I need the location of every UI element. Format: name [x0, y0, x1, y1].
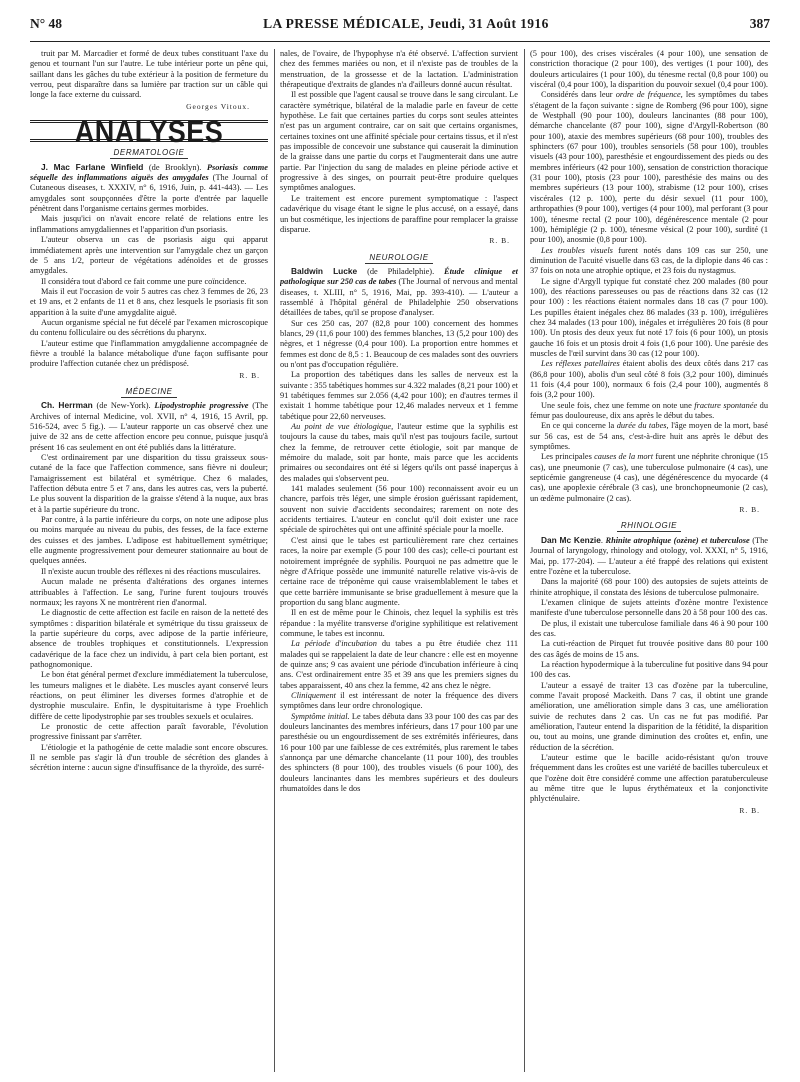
article-3-title: Étude clinique et pathologique sur 250 cas de tabes: [280, 266, 518, 287]
article-4-lead: Dan Mc Kenzie. Rhinite atrophique (ozène) et tuberculose (The Journal of laryngology, rhinology and otology, vol. XXXI, n° 5, 1916, Mai, pp. 177-204). — L'auteur a été frappé des relations qui existent entre l'ozène et la tuberculose.: [530, 534, 768, 576]
neurologie-heading: NEUROLOGIE: [280, 253, 518, 263]
medecine-heading: MÉDECINE: [30, 387, 268, 397]
article-1-paragraph: Mais jusqu'ici on n'avait encore relaté de relations entre les inflammations amygdaliennes et l'apparition d'un psoriasis.: [30, 214, 268, 234]
page-header: [30, 16, 770, 42]
article-4-signature: R. B.: [739, 805, 760, 815]
article-3-frequence: Considérés dans leur ordre de fréquence, les symptômes du tabes s'étagent de la façon suivante : signe de Romberg (96 pour 100), signe de Westphall (90 pour 100), douleurs lancinantes (88 pour 100), démarche chancelante (87 pour 100), signe d'Argyll-Robertson (80 pour 100), ataxie des membres supérieurs (68 pour 100), troubles des sphincters (67 pour 100), troubles sensoriels (58 pour 100), troubles visuels (43 pour 100), paresthésie et engourdissement des pieds ou des membres inférieurs (42 pour 100), sensation de constriction thoracique (31 pour 100), ptosis (23 pour 100), paresthésie des mains ou des membres supérieurs (13 pour 100), strabisme (12 pour 100), crises viscérales (12 p. 100), perte du désir sexuel (11 pour 100), arthropathies (9 pour 100), vertiges (4 pour 100), mal perforant (3 pour 100), ténesme rectal (2 pour 100), dégénérescence mentale (2 pour 100), hémiplégie (2 p. 100), ténesme vésical (2 pour 100), surdité (1 pour 100), anosmie (0,8 pour 100).: [530, 90, 768, 245]
article-2-paragraph: Le bon état général permet d'exclure immédiatement la tuberculose, les tumeurs malignes et le diabète. Les muscles ayant conservé leurs réactions, on peut éliminer les diverses formes d'atrophie et de dystrophie musculaire. Enfin, le dyspituitarisme à type Froehlich diffère de cette lipodystrophie par ses troubles sexuels et oculaires.: [30, 670, 268, 721]
intro-signature: Georges Vitoux.: [186, 101, 250, 111]
column-divider: [274, 49, 275, 1072]
article-3-paragraph: Il en est de même pour le Chinois, chez lequel la syphilis est très répandue : la myélite transverse d'origine syphilitique est relativement commune, le tabes est inconnu.: [280, 608, 518, 638]
article-3-argyll: Le signe d'Argyll typique fut constaté chez 200 malades (80 pour 100), des réactions paresseuses ou pas de réactions dans 32 cas (12 pour 100) : les réactions étaient normales dans 18 cas (7 pour 100). Les pupilles étaient inégales chez 86 malades (33 p. 100), irrégulières chez 34 malades (13 pour 100), inégales et irrégulières 20 fois (8 pour 100). Un ptosis des deux yeux fut noté 17 fois (6 pour 100), un ptosis gauche 16 fois et un ptosis droit 4 fois (1,6 pour 100). Une parésie des muscles de l'œil survint dans 30 cas (12 pour 100).: [530, 276, 768, 358]
article-2-paragraph: Le diagnostic de cette affection est facile en raison de la netteté des symptômes : disparition bilatérale et symétrique du tissu graisseux de la partie supérieure du corps, avec adipose de la partie inférieure, absence de troubles trophiques et constitutionnels. L'expression cadavérique de la face chez un individu, à part cela bien portant, est pathognomonique.: [30, 608, 268, 669]
section-title-box: [30, 115, 268, 149]
article-1-lead: J. Mac Farlane Winfield (de Brooklyn). Psoriasis comme séquelle des inflammations aiguës des amygdales (The Journal of Cutaneous diseases, t. XXXIV, n° 6, 1916, Juin, p. 441-443). — Les amygdales sont soupçonnées d'être la porte d'entrée par laquelle pénètrent dans l'organisme certains germes morbides.: [30, 161, 268, 214]
article-2-title: Lipodystrophie progressive: [154, 401, 249, 411]
article-4-paragraph: De plus, il existait une tuberculose familiale dans 46 à 90 pour 100 des cas.: [530, 618, 768, 638]
article-2-author: Ch. Herrman: [41, 400, 93, 411]
column-right: [530, 49, 768, 1074]
article-4-paragraph: La cuti-réaction de Pirquet fut trouvée positive dans 80 pour 100 des cas âgés de moins de 15 ans.: [530, 639, 768, 659]
article-3-paragraph: 141 malades seulement (56 pour 100) reconnaissent avoir eu un chancre, parfois très léger, une simple érosion guérissant rapidement, souvent non suivie d'accidents secondaires; rarement on note des accidents tertiaires. L'auteur en conclut qu'il doit exister une race spéciale de spirochètes qui ont une affinité spéciale pour la moelle.: [280, 484, 518, 535]
article-3-author: Baldwin Lucke: [291, 265, 358, 276]
article-2-paragraph: Le pronostic de cette affection paraît favorable, l'évolution progressive finissant par s'arrêter.: [30, 721, 268, 742]
article-3-signature: R. B.: [739, 505, 760, 515]
article-2-lead: Ch. Herrman (de New-York). Lipodystrophie progressive (The Archives of internal Medicine, vol. XVII, n° 4, 1916, 15 Avril, pp. 516-524, avec 5 fig.). — L'auteur rapporte un cas observé chez une juive de 32 ans de cette affection encore peu connue, puisque jusqu'à présent 16 cas seulement en ont été publiés dans la littérature.: [30, 400, 268, 452]
article-4-title: Rhinite atrophique (ozène) et tuberculose: [605, 535, 750, 545]
dermatologie-heading: DERMATOLOGIE: [30, 148, 268, 158]
article-1-paragraph: L'auteur observa un cas de psoriasis aigu qui apparut immédiatement après une intervention sur l'amygdale chez un garçon de 5 ans 1/2, porteur de végétations adénoïdes et de grosses amygdales.: [30, 235, 268, 276]
rhinologie-heading: RHINOLOGIE: [530, 521, 768, 531]
column-middle: [280, 49, 518, 1074]
issue-number: N° 48: [30, 16, 63, 31]
article-4-paragraph: L'auteur estime que le bacille acido-résistant qu'on trouve fréquemment dans les croûtes est une variété de bacilles tuberculeux et que l'ozène doit être considéré comme une affection paratuberculeuse au même titre que le lupus érythémateux et la conjonctivite phlycténulaire.: [530, 753, 768, 804]
article-2-paragraph: Il est possible que l'agent causal se trouve dans le sang circulant. Le caractère symétrique, bilatéral de la maladie parle en faveur de cette hypothèse. Le fait que certaines parties du corps sont seules atteintes n'est pas un argument contraire, car on sait que certains organismes, certaines toxines ont une affinité spéciale pour certains tissus, et il n'est pas impossible de concevoir une substance qui causerait la diminution de la graisse dans une partie du corps et l'augmenterait dans une autre partie. Par l'injection du sang de malades en pleine période active et progressive à des singes, on pourrait peut-être produire quelques symptômes analogues.: [280, 90, 518, 193]
column-left: [30, 49, 268, 1074]
article-3-paragraph: La proportion des tabétiques dans les salles de nerveux est la suivante : 355 tabétiques hommes sur 4.322 malades (8,21 pour 100) et 91 tabétiques femmes sur 2.056 (4,42 pour 100); en d'autres termes il existait 1 homme tabétique pour 12,46 malades nerveux et 1 femme tabétique pour 22,60 nerveuses.: [280, 370, 518, 421]
article-4-paragraph: La réaction hypodermique à la tuberculine fut positive dans 94 pour 100 des cas.: [530, 659, 768, 680]
article-1-title: Psoriasis comme séquelle des inflammations aiguës des amygdales: [30, 162, 268, 183]
article-2-signature: R. B.: [489, 236, 510, 246]
article-3-reflexes: Les réflexes patellaires étaient abolis des deux côtés dans 217 cas (86,8 pour 100), abolis d'un seul côté 8 fois (3,2 pour 100), diminués 11 fois (4,4 pour 100), normaux 6 fois (2,4 pour 100), augmentés 8 fois (3,2 pour 100).: [530, 359, 768, 400]
article-3-symptome-initial: Symptôme initial. Le tabes débuta dans 33 pour 100 des cas par des douleurs lancinantes des membres inférieurs, dans 17 pour 100 par une paresthésie ou un engourdissement de ses extrémités inférieures, dans 16 pour 100 par une faiblesse de ces extrémités, plus rarement le tabes s'annonça par une démarche chancelante (11 pour 100), des troubles des sphincters (8 pour 100), des troubles visuels (6 pour 100), des douleurs lancinantes dans les membres supérieurs et des douleurs rhumatoïdes dans le dos: [280, 711, 518, 794]
article-1-paragraph: L'auteur estime que l'inflammation amygdalienne accompagnée de fièvre a troublé la balance métabolique d'une façon suffisante pour produire l'affection cutanée chez un prédisposé.: [30, 338, 268, 369]
article-2-paragraph: Le traitement est encore purement symptomatique : l'aspect cadavérique du visage étant le signe le plus accusé, on a essayé, dans un but cosmétique, les injections de paraffine pour remplacer la graisse disparue.: [280, 193, 518, 234]
intro-paragraph: truit par M. Marcadier et formé de deux tubes constituant l'axe du genou et tournant l'un sur l'autre. Le tube intérieur porte un pêne qui, saillant dans les gâches du tube extérieur à la position de fermeture du verrou, peut disparaître dans sa lumière par traction sur un câble qui longe la face externe du cuissard.: [30, 49, 268, 100]
article-3-visuels: Les troubles visuels furent notés dans 109 cas sur 250, une diminution de l'acuité visuelle dans 63 cas, de la diplopie dans 46 cas : 37 fois on nota une atrophie optique, et 23 fois du nystagmus.: [530, 245, 768, 276]
column-divider: [524, 49, 525, 1072]
article-1-paragraph: Mais il eut l'occasion de voir 5 autres cas chez 3 femmes de 26, 23 et 19 ans, et 2 enfants de 11 et 8 ans, chez lesquels le psoriasis fit son apparition à la suite d'une amygdalite aiguë.: [30, 286, 268, 317]
article-1-paragraph: Il considéra tout d'abord ce fait comme une pure coïncidence.: [41, 276, 247, 286]
article-2-paragraph: Il n'existe aucun trouble des réflexes ni des réactions musculaires.: [41, 566, 261, 576]
article-4-paragraph: Dans la majorité (68 pour 100) des autopsies de sujets atteints de rhinite atrophique, il constata des lésions de tuberculose pulmonaire.: [530, 577, 768, 597]
journal-title: LA PRESSE MÉDICALE, Jeudi, 31 Août 1916: [263, 16, 549, 31]
article-3-clinique: Cliniquement il est intéressant de noter la fréquence des divers symptômes dans leur ordre chronologique.: [280, 690, 518, 711]
article-2-paragraph: L'étiologie et la pathogénie de cette maladie sont encore obscures. Il ne semble pas s'agir là d'un trouble de sécrétion des glandes à sécrétion interne : aucun signe d'insuffisance de la thyroïde, des surré-: [30, 742, 268, 773]
article-3-paragraph: Sur ces 250 cas, 207 (82,8 pour 100) concernent des hommes blancs, 29 (11,6 pour 100) des femmes blanches, 13 (5,2 pour 100) des nègres, et 1 négresse (0,4 pour 100). La proportion entre hommes et femmes est donc de 8,5 : 1. Beaucoup de ces malades sont des ouvriers ou n'ont pas d'occupation régulière.: [280, 318, 518, 369]
article-3-causes: Les principales causes de la mort furent une néphrite chronique (15 cas), une pneumonie (7 cas), une tuberculose pulmonaire (4 cas), une septicémie gangreneuse (4 cas), une dégénérescence du myocarde (4 cas), une apoplexie cérébrale (3 cas), une bronchopneumonie (2 cas), un œdème pulmonaire (2 cas).: [530, 452, 768, 503]
article-4-paragraph: L'auteur a essayé de traiter 13 cas d'ozène par la tuberculine, comme l'avait proposé Mackeith. Dans 7 cas, il obtint une grande amélioration, une amélioration simple dans 3 cas, une amélioration suivie de rechutes dans 2 cas. Un cas ne fut pas modifié. Par amélioration, l'auteur entend la disparition de la fétidité, la disparition ou, tout au moins, une grande diminution des croûtes et, enfin, une réduction de la sécrétion.: [530, 680, 768, 752]
article-3-incubation: La période d'incubation du tabes a pu être étudiée chez 111 malades qui se rappelaient la date de leur chancre : elle est en moyenne de quinze ans; 9 cas avaient une période d'incubation inférieure à cinq ans. C'est ordinairement entre 35 et 39 ans que les premiers signes du tabes apparaissent, 40 ans chez la femme, 42 ans chez le nègre.: [280, 639, 518, 690]
article-3-continued: (5 pour 100), des crises viscérales (4 pour 100), une sensation de constriction thoracique (2 pour 100), des vertiges (1 pour 100), des douleurs articulaires (1 pour 100), du ténesme rectal (0,8 pour 100) ou viscéral (0,4 pour 100), la disparition du pouvoir sexuel (0,4 pour 100).: [530, 49, 768, 90]
article-2-paragraph: Par contre, à la partie inférieure du corps, on note une adipose plus ou moins marquée au niveau du pubis, des fesses, de la face externe des cuisses et des jambes. L'adipose est habituellement symétrique; elle augmente progressivement pour demeurer stationnaire au bout de quelques années.: [30, 515, 268, 566]
article-4-paragraph: L'examen clinique de sujets atteints d'ozène montre l'existence manifeste d'une tuberculose personnelle dans 20 à 58 pour 100 des cas.: [530, 597, 768, 618]
article-2-continued: nales, de l'ovaire, de l'hypophyse n'a été observé. L'affection survient chez des femmes mariées ou non, et il n'existe pas de troubles de la menstruation, de la grossesse et de la lactation. L'administration thérapeutique d'extraits de glandes n'a d'ailleurs donné aucun résultat.: [280, 49, 518, 90]
article-3-etiologie: Au point de vue étiologique, l'auteur estime que la syphilis est toujours la cause du tabes, mais qu'il n'est pas toujours facile, surtout chez la femme, de retrouver cette étiologie, soit par manque de mémoire du malade, soit par honte, mais parce que les accidents primaires ou secondaires ont été si légers qu'ils ont passé inaperçus à des malades qui s'observent peu.: [280, 422, 518, 483]
article-1-signature: R. B.: [239, 370, 260, 380]
article-3-fracture: Une seule fois, chez une femme on note une fracture spontanée du fémur pas douloureuse, dix ans après le début du tabes.: [530, 400, 768, 421]
article-3-paragraph: C'est ainsi que le tabes est particulièrement rare chez certaines races, la noire par exemple (5 pour 100 des cas); celle-ci pourtant est notoirement imprégnée de syphilis. Pourquoi ne pas admettre que le nègre d'Afrique possède une immunité naturelle relative vis-à-vis de certaine race de tréponème qui cause vraisemblablement le tabes et que cette barrière immunisante se brise graduellement à mesure que la proportion du sang blanc augmente.: [280, 535, 518, 607]
article-2-paragraph: Aucun malade ne présenta d'altérations des organes internes attribuables à l'affection. Le sang, l'urine furent toujours trouvés normaux; les rayons X ne montrèrent rien d'anormal.: [30, 577, 268, 607]
article-3-lead: Baldwin Lucke (de Philadelphie). Étude clinique et pathologique sur 250 cas de tabes (The Journal of nervous and mental diseases, t. XLIII, n° 5, 1916, Mai, pp. 393-410). — L'auteur a rassemblé à l'hôpital général de Philadelphie 250 observations détaillées de tabes, qu'il se propose d'analyser.: [280, 265, 518, 318]
article-1-paragraph: Aucun organisme spécial ne fut décelé par l'examen microscopique du contenu folliculaire ou des sécrétions du pharynx.: [30, 317, 268, 338]
article-4-author: Dan Mc Kenzie: [541, 534, 601, 545]
page-number: 387: [749, 16, 770, 31]
article-2-paragraph: C'est ordinairement par une disparition du tissu graisseux sous-cutané de la face que l'affection commence, sans fièvre ni douleur; l'amaigrissement est bilatéral et symétrique. Chez 6 malades, l'affection débuta entre 5 et 7 ans, dans les autres cas, vers la puberté. Le plus souvent la disparition de la graisse s'étend à la nuque, aux bras et à la partie supérieure du tronc.: [30, 453, 268, 514]
section-title: ANALYSES: [74, 115, 224, 149]
article-3-duree: En ce qui concerne la durée du tabes, l'âge moyen de la mort, basé sur 56 cas, est de 54 ans, c'est-à-dire huit ans après le début des symptômes.: [530, 421, 768, 452]
article-1-author: J. Mac Farlane Winfield: [41, 161, 144, 172]
